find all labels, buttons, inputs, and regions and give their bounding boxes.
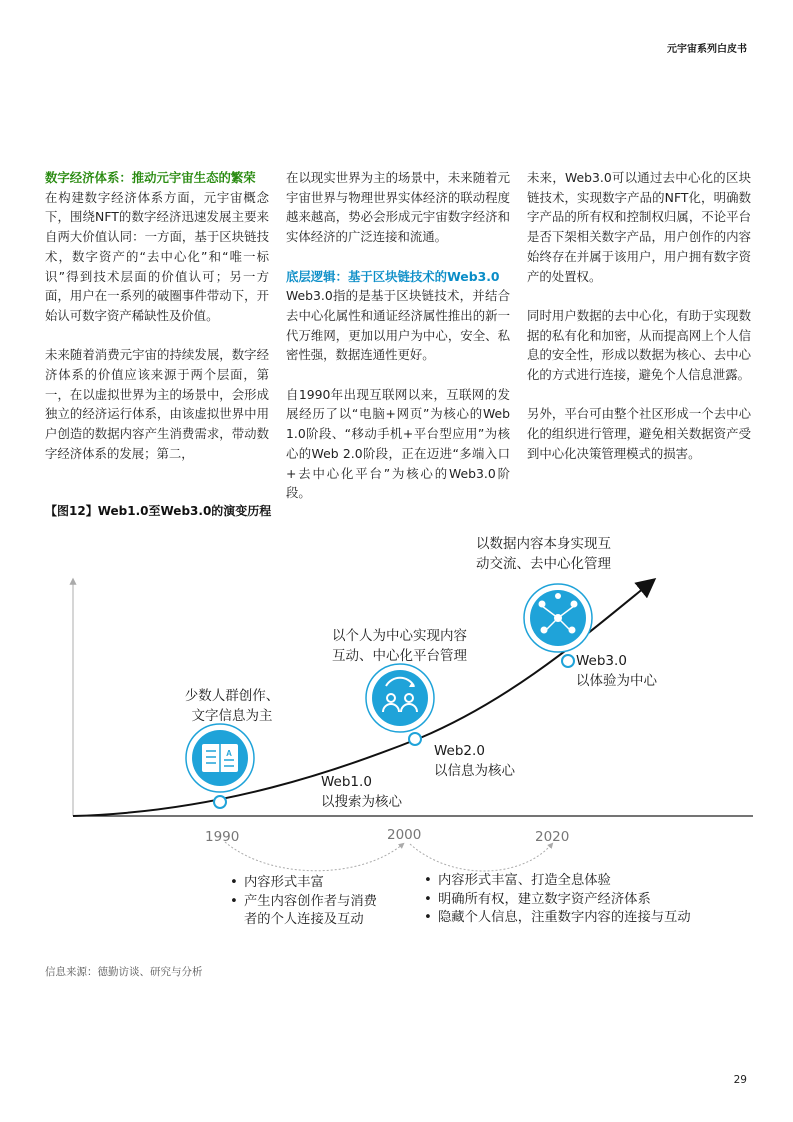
paragraph: 另外，平台可由整个社区形成一个去中心化的组织进行管理，避免相关数据资产受到中心化决策管理模式的损害。: [527, 406, 751, 461]
stage-point-web3: [562, 655, 574, 667]
paragraph: 同时用户数据的去中心化，有助于实现数据的私有化和加密，从而提高网上个人信息的安全性，形成以数据为核心、去中心化的方式进行连接，避免个人信息泄露。: [527, 307, 751, 383]
web2-label: [434, 741, 515, 781]
transition-list-1: [230, 874, 410, 930]
paragraph: 未来随着消费元宇宙的持续发展，数字经济体系的价值应该来源于两个层面，第一，在以虚拟世界为主的场景中，会形成独立的经济运行体系，由该虚拟世界中用户创造的数据内容产生消费需求，带动数字经济体系的发展；第二，: [45, 347, 269, 461]
paragraph: 在以现实世界为主的场景中，未来随着元宇宙世界与物理世界实体经济的联动程度越来越高，势必会形成元宇宙数字经济和实体经济的广泛连接和流通。: [286, 170, 510, 245]
paragraph: 自1990年出现互联网以来，互联网的发展经历了以“电脑+网页”为核心的Web 1.0阶段、“移动手机+平台型应用”为核心的Web 2.0阶段，正在迈进“多端入口+去中心化平台”为核心的Web3.0阶段。: [286, 386, 510, 501]
paragraph: 未来，Web3.0可以通过去中心化的区块链技术，实现数字产品的NFT化，明确数字产品的所有权和控制权归属，不论平台是否下架相关数字产品，用户创作的内容始终存在并属于该用户，用户拥有数字资产的处置权。: [527, 170, 751, 284]
web1-feature: [172, 686, 292, 726]
web1-label: [321, 772, 402, 812]
page-number: 29: [733, 1074, 747, 1086]
list-item: [230, 893, 410, 930]
feature-line: 少数人群创作、: [184, 688, 280, 704]
year-label: 2000: [387, 827, 422, 843]
list-item: • 明确所有权，建立数字资产经济体系: [424, 891, 724, 910]
year-label: 1990: [205, 829, 240, 845]
list-item-text: 产生内容创作者与消费: [244, 893, 377, 909]
stage-point-web2: [409, 733, 421, 745]
list-item-text: 者的个人连接及互动: [244, 912, 364, 927]
transition-arc-1: [225, 842, 403, 871]
web3-feature: [476, 534, 611, 574]
feature-line: 文字信息为主: [191, 708, 273, 724]
stage-name: Web2.0: [434, 743, 485, 759]
running-header: 元宇宙系列白皮书: [667, 44, 747, 55]
paragraph: [45, 168, 269, 326]
section-heading-web3: 底层逻辑：基于区块链技术的Web3.0: [286, 268, 500, 284]
source-note: 信息来源：德勤访谈、研究与分析: [45, 966, 203, 978]
web2-feature: [332, 626, 467, 666]
stage-name: Web1.0: [321, 774, 372, 790]
feature-line: 动交流、去中心化管理: [476, 556, 611, 572]
document-icon: [186, 724, 254, 792]
list-item: • 内容形式丰富、打造全息体验: [424, 872, 724, 891]
section-heading-digital-economy: 数字经济体系：推动元宇宙生态的繁荣: [45, 170, 256, 185]
feature-line: 以个人为中心实现内容: [332, 628, 467, 644]
users-exchange-icon: [366, 664, 434, 732]
feature-line: 互动、中心化平台管理: [332, 648, 467, 664]
paragraph-text: Web3.0指的是基于区块链技术，并结合去中心化属性和通证经济属性推出的新一代万维网，更加以用户为中心，安全、私密性强，数据连通性更好。: [286, 288, 510, 363]
text-column-3: [527, 168, 751, 483]
web-evolution-figure: [40, 520, 760, 960]
text-column-2: [286, 168, 510, 523]
year-label: 2020: [535, 829, 570, 845]
stage-desc: 以体验为中心: [576, 673, 657, 689]
web3-label: [576, 651, 657, 691]
list-item: • 隐藏个人信息，注重数字内容的连接与互动: [424, 909, 724, 928]
stage-desc: 以搜索为核心: [321, 794, 402, 810]
svg-text:A: A: [226, 749, 232, 758]
stage-desc: 以信息为核心: [434, 763, 515, 779]
network-people-icon: [524, 584, 592, 652]
paragraph-text: 在构建数字经济体系方面，元宇宙概念下，围绕NFT的数字经济迅速发展主要来自两大价值认同：一方面，基于区块链技术，数字资产的“去中心化”和“唯一标识”得到技术层面的价值认可；另一方面，用户在一系列的破圈事件带动下，开始认可数字资产稀缺性及价值。: [45, 189, 269, 323]
text-column-1: [45, 168, 269, 483]
figure-title: 【图12】Web1.0至Web3.0的演变历程: [45, 504, 272, 518]
transition-arc-2: [410, 844, 552, 871]
paragraph: [286, 267, 510, 366]
stage-name: Web3.0: [576, 653, 627, 669]
transition-list-2: [424, 872, 724, 928]
feature-line: 以数据内容本身实现互: [476, 536, 611, 552]
stage-point-web1: [214, 796, 226, 808]
list-item: • 内容形式丰富: [230, 874, 410, 893]
